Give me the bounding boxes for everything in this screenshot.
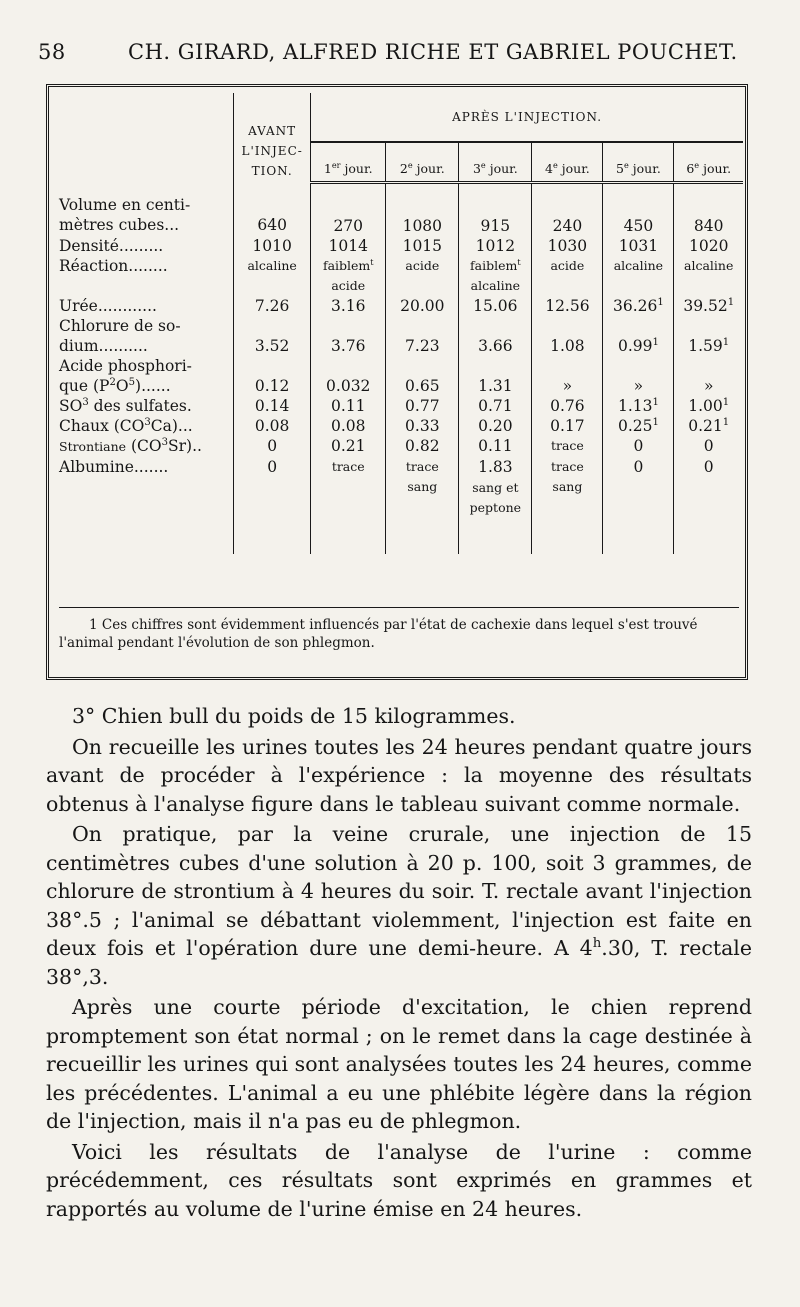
col-day-6: 6e jour. xyxy=(674,142,743,183)
cell: 36.26$^1$ xyxy=(603,296,674,316)
cell: 0.21 xyxy=(311,436,386,457)
cell: 1030 xyxy=(532,236,603,256)
row-label: Chlorure de so- dium.......... xyxy=(59,317,181,355)
row-label: Albumine....... xyxy=(59,458,169,476)
cell: » xyxy=(674,356,743,396)
paragraph-2: On recueille les urines toutes les 24 heures pendant quatre jours avant de procéder à l'expérience : la moyenne des résultats obtenus à l'analyse figure dans le tableau suivant comme normale. xyxy=(46,734,752,816)
results-table-frame xyxy=(46,84,748,680)
cell: faiblem$^t$ alcaline xyxy=(459,256,532,296)
cell: 0.77 xyxy=(386,396,459,416)
cell: 0.71 xyxy=(459,396,532,416)
cell: 1010 xyxy=(234,236,311,256)
cell: 1.00$^1$ xyxy=(674,396,743,416)
cell: 1031 xyxy=(603,236,674,256)
cell: trace xyxy=(311,457,386,518)
cell: 3.52 xyxy=(234,316,311,356)
col-day-4: 4e jour. xyxy=(532,142,603,183)
cell: 1.83 sang et peptone xyxy=(459,457,532,518)
cell: 15.06 xyxy=(459,296,532,316)
cell: » xyxy=(532,356,603,396)
col-day-5: 5e jour. xyxy=(603,142,674,183)
table-row-uree xyxy=(55,296,743,316)
paragraph-1: 3° Chien bull du poids de 15 kilogrammes. xyxy=(72,704,516,728)
cell: 1012 xyxy=(459,236,532,256)
cell: 7.26 xyxy=(234,296,311,316)
cell: 0 xyxy=(234,436,311,457)
cell: 3.76 xyxy=(311,316,386,356)
cell: 0.11 xyxy=(311,396,386,416)
header-label-cell xyxy=(55,93,234,183)
cell: 0.65 xyxy=(386,356,459,396)
cell: 12.56 xyxy=(532,296,603,316)
cell: 1.08 xyxy=(532,316,603,356)
cell: 3.66 xyxy=(459,316,532,356)
body-text xyxy=(46,702,752,1225)
paragraph-3: On pratique, par la veine crurale, une injection de 15 centimètres cubes d'une solution à 20 p. 100, soit 3 grammes, de chlorure de strontium à 4 heures du soir. T. rectale avant l'injection 38°.5 ; l'animal se débattant violemment, l'injection est faite en deux fois et l'opération dure une demi-heure. A 4$^h$.30, T. rectale 38°,3. xyxy=(46,822,752,989)
cell: 270 xyxy=(311,183,386,237)
cell: 20.00 xyxy=(386,296,459,316)
cell: faiblem$^t$ acide xyxy=(311,256,386,296)
cell: 840 xyxy=(674,183,743,237)
table-spacer-row xyxy=(55,518,743,554)
page-header xyxy=(38,40,778,74)
cell: 0.12 xyxy=(234,356,311,396)
table-row-densite xyxy=(55,236,743,256)
cell: 1.59$^1$ xyxy=(674,316,743,356)
cell: 0.17 xyxy=(532,416,603,436)
col-avant-injection: AVANT L'INJEC- TION. xyxy=(234,93,311,183)
cell: 0.76 xyxy=(532,396,603,416)
col-apres-injection: APRÈS L'INJECTION. xyxy=(311,93,743,142)
cell: acide xyxy=(386,256,459,296)
row-label: Chaux $(CO^3Ca)$... xyxy=(59,416,193,435)
cell: 39.52$^1$ xyxy=(674,296,743,316)
cell: 240 xyxy=(532,183,603,237)
cell: 3.16 xyxy=(311,296,386,316)
row-label: Urée............ xyxy=(59,297,157,315)
cell: 0.14 xyxy=(234,396,311,416)
cell: trace xyxy=(532,436,603,457)
table-row-acide-phosphorique xyxy=(55,356,743,396)
cell: 1.31 xyxy=(459,356,532,396)
paragraph-4: Après une courte période d'excitation, le chien reprend promptement son état normal ; on le remet dans la cage destinée à recueillir les urines qui sont analysées toutes les 24 heures, comme les précédentes. L'animal a eu une phlébite légère dans la région de l'injection, mais il n'a pas eu de phlegmon. xyxy=(46,995,752,1133)
cell: 1014 xyxy=(311,236,386,256)
table-row-strontiane xyxy=(55,436,743,457)
cell: 640 xyxy=(234,183,311,237)
cell: 0.11 xyxy=(459,436,532,457)
cell: 0.032 xyxy=(311,356,386,396)
row-label: Volume en centi- mètres cubes... xyxy=(59,195,191,234)
table-footnote xyxy=(59,607,739,652)
cell: 0.33 xyxy=(386,416,459,436)
table-row-chaux xyxy=(55,416,743,436)
row-label: Réaction........ xyxy=(59,257,168,275)
cell: 0 xyxy=(674,457,743,518)
running-head-authors: CH. GIRARD, ALFRED RICHE ET GABRIEL POUCHET. xyxy=(128,40,738,64)
cell: trace sang xyxy=(386,457,459,518)
table-row-albumine xyxy=(55,457,743,518)
cell: 0 xyxy=(674,436,743,457)
cell: 915 xyxy=(459,183,532,237)
row-label: $SO^3$ des sulfates. xyxy=(59,396,192,415)
table-row-reaction xyxy=(55,256,743,296)
cell: 0 xyxy=(603,436,674,457)
urine-results-table xyxy=(55,93,743,554)
cell: » xyxy=(603,356,674,396)
cell: trace sang xyxy=(532,457,603,518)
cell: 0.99$^1$ xyxy=(603,316,674,356)
footnote-text: 1 Ces chiffres sont évidemment influencés par l'état de cachexie dans lequel s'est trouvé l'animal pendant l'évolution de son phlegmon. xyxy=(59,617,698,651)
row-label: Densité......... xyxy=(59,237,164,255)
cell: alcaline xyxy=(674,256,743,296)
cell: 0.20 xyxy=(459,416,532,436)
cell: 0.21$^1$ xyxy=(674,416,743,436)
row-label: Strontiane $(CO^3Sr)$.. xyxy=(59,436,202,455)
cell: 0 xyxy=(234,457,311,518)
cell: 1020 xyxy=(674,236,743,256)
col-day-3: 3e jour. xyxy=(459,142,532,183)
table-row-chlorure xyxy=(55,316,743,356)
cell: acide xyxy=(532,256,603,296)
table-row-sulfates xyxy=(55,396,743,416)
cell: 0.82 xyxy=(386,436,459,457)
table-row-volume xyxy=(55,183,743,237)
cell: 0.08 xyxy=(234,416,311,436)
cell: 0 xyxy=(603,457,674,518)
cell: 1015 xyxy=(386,236,459,256)
cell: 0.08 xyxy=(311,416,386,436)
page-number: 58 xyxy=(38,40,66,64)
cell: 1080 xyxy=(386,183,459,237)
col-day-1: 1er jour. xyxy=(311,142,386,183)
paragraph-5: Voici les résultats de l'analyse de l'urine : comme précédemment, ces résultats sont exprimés en grammes et rapportés au volume de l'urine émise en 24 heures. xyxy=(46,1139,752,1221)
cell: 1.13$^1$ xyxy=(603,396,674,416)
cell: alcaline xyxy=(234,256,311,296)
cell: 450 xyxy=(603,183,674,237)
col-day-2: 2e jour. xyxy=(386,142,459,183)
row-label: Acide phosphori- que $(P^2O^5)$...... xyxy=(59,357,192,395)
cell: 0.25$^1$ xyxy=(603,416,674,436)
cell: alcaline xyxy=(603,256,674,296)
cell: 7.23 xyxy=(386,316,459,356)
